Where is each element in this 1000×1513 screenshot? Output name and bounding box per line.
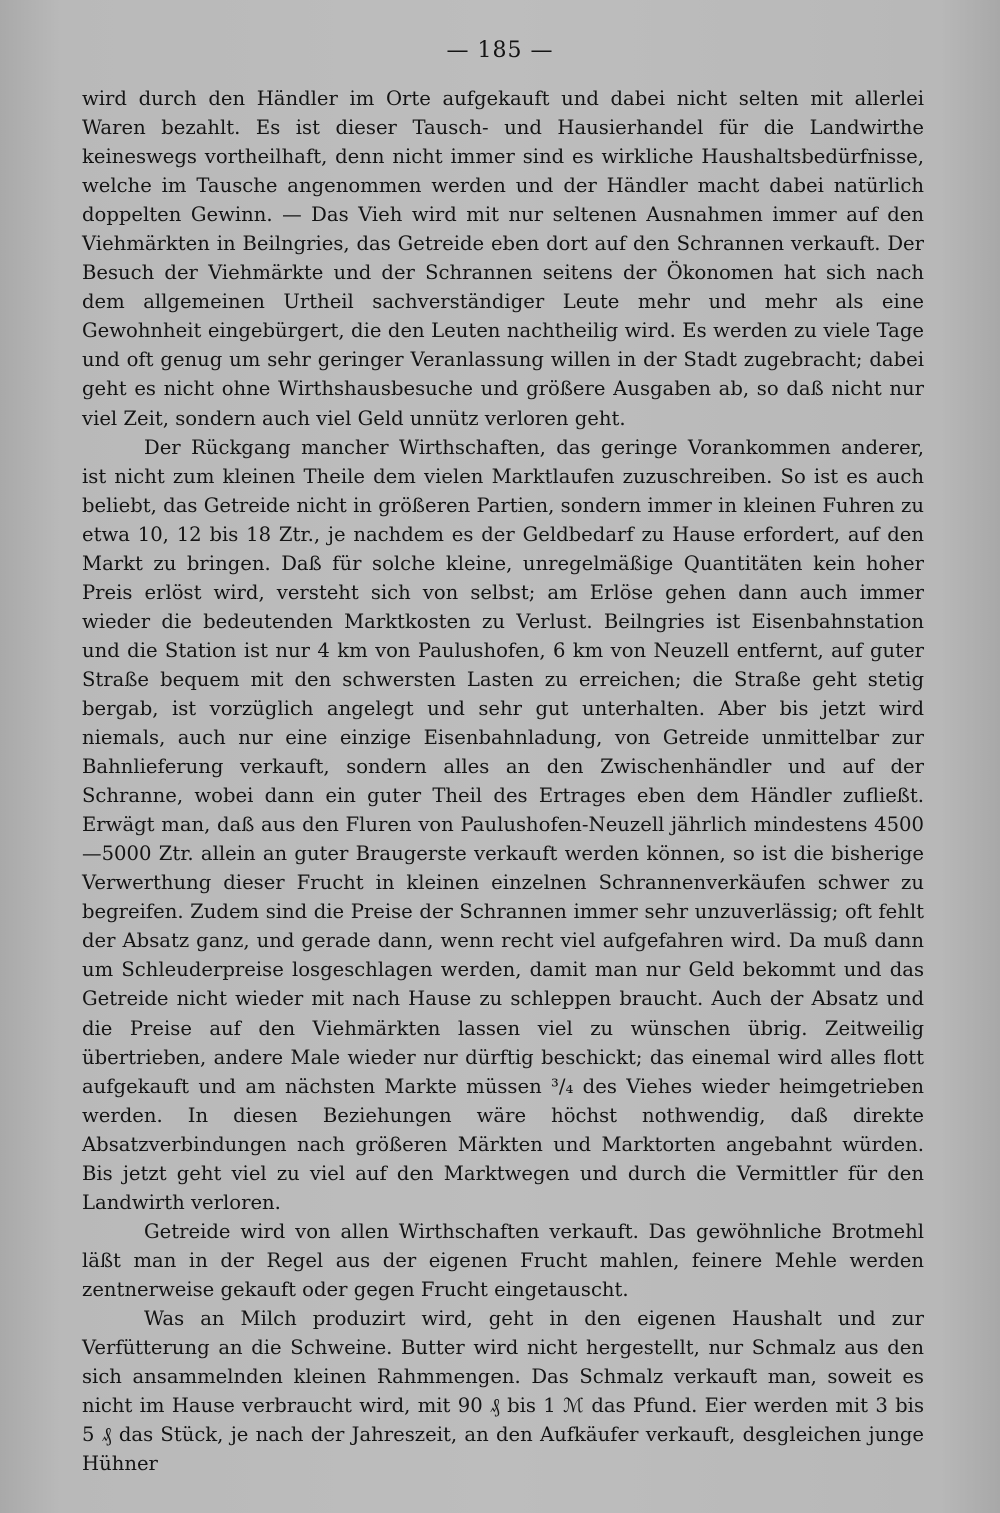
paragraph: Getreide wird von allen Wirthschaften verkauft. Das gewöhnliche Brotmehl läßt man in der Regel aus der eigenen Frucht mahlen, feinere Mehle werden zentnerweise gekauft oder gegen Frucht eingetauscht. xyxy=(82,1219,924,1301)
page-number: — 185 — xyxy=(446,38,554,63)
body-text xyxy=(82,84,924,1478)
paragraph: Was an Milch produzirt wird, geht in den eigenen Haushalt und zur Verfütterung an die Schweine. Butter wird nicht hergestellt, nur Schmalz aus den sich ansammelnden kleinen Rahmmengen. Das Schmalz verkauft man, soweit es nicht im Hause verbraucht wird, mit 90 ₰ bis 1 ℳ das Pfund. Eier werden mit 3 bis 5 ₰ das Stück, je nach der Jahreszeit, an den Aufkäufer verkauft, desgleichen junge Hühner xyxy=(82,1306,924,1476)
paragraph: Der Rückgang mancher Wirthschaften, das geringe Vorankommen anderer, ist nicht zum kleinen Theile dem vielen Marktlaufen zuzuschreiben. So ist es auch beliebt, das Getreide nicht in größeren Partien, sondern immer in kleinen Fuhren zu etwa 10, 12 bis 18 Ztr., je nachdem es der Geldbedarf zu Hause erfordert, auf den Markt zu bringen. Daß für solche kleine, unregelmäßige Quantitäten kein hoher Preis erlöst wird, versteht sich von selbst; am Erlöse gehen dann auch immer wieder die bedeutenden Marktkosten zu Verlust. Beilngries ist Eisenbahnstation und die Station ist nur 4 km von Paulushofen, 6 km von Neuzell entfernt, auf guter Straße bequem mit den schwersten Lasten zu erreichen; die Straße geht stetig bergab, ist vorzüglich angelegt und sehr gut unterhalten. Aber bis jetzt wird niemals, auch nur eine einzige Eisenbahnladung, von Getreide unmittelbar zur Bahnlieferung verkauft, sondern alles an den Zwischenhändler und auf der Schranne, wobei dann ein guter Theil des Ertrages eben dem Händler zufließt. Erwägt man, daß aus den Fluren von Paulushofen-Neuzell jährlich mindestens 4500—5000 Ztr. allein an guter Braugerste verkauft werden können, so ist die bisherige Verwerthung dieser Frucht in kleinen einzelnen Schrannenverkäufen schwer zu begreifen. Zudem sind die Preise der Schrannen immer sehr unzuverlässig; oft fehlt der Absatz ganz, und gerade dann, wenn recht viel aufgefahren wird. Da muß dann um Schleuderpreise losgeschlagen werden, damit man nur Geld bekommt und das Getreide nicht wieder mit nach Hause zu schleppen braucht. Auch der Absatz und die Preise auf den Viehmärkten lassen viel zu wünschen übrig. Zeitweilig übertrieben, andere Male wieder nur dürftig beschickt; das einemal wird alles flott aufgekauft und am nächsten Markte müssen ³/₄ des Viehes wieder heimgetrieben werden. In diesen Beziehungen wäre höchst nothwendig, daß direkte Absatzverbindungen nach größeren Märkten und Marktorten angebahnt würden. Bis jetzt geht viel zu viel auf den Marktwegen und durch die Vermittler für den Landwirth verloren. xyxy=(82,435,924,1214)
paragraph: wird durch den Händler im Orte aufgekauft und dabei nicht selten mit allerlei Waren bezahlt. Es ist dieser Tausch- und Hausierhandel für die Landwirthe keineswegs vortheilhaft, denn nicht immer sind es wirkliche Haushaltsbedürfnisse, welche im Tausche angenommen werden und der Händler macht dabei natürlich doppelten Gewinn. — Das Vieh wird mit nur seltenen Ausnahmen immer auf den Viehmärkten in Beilngries, das Getreide eben dort auf den Schrannen verkauft. Der Besuch der Viehmärkte und der Schrannen seitens der Ökonomen hat sich nach dem allgemeinen Urtheil sachverständiger Leute mehr und mehr als eine Gewohnheit eingebürgert, die den Leuten nachtheilig wird. Es werden zu viele Tage und oft genug um sehr geringer Veranlassung willen in der Stadt zugebracht; dabei geht es nicht ohne Wirthshausbesuche und größere Ausgaben ab, so daß nicht nur viel Zeit, sondern auch viel Geld unnütz verloren geht. xyxy=(82,87,924,430)
